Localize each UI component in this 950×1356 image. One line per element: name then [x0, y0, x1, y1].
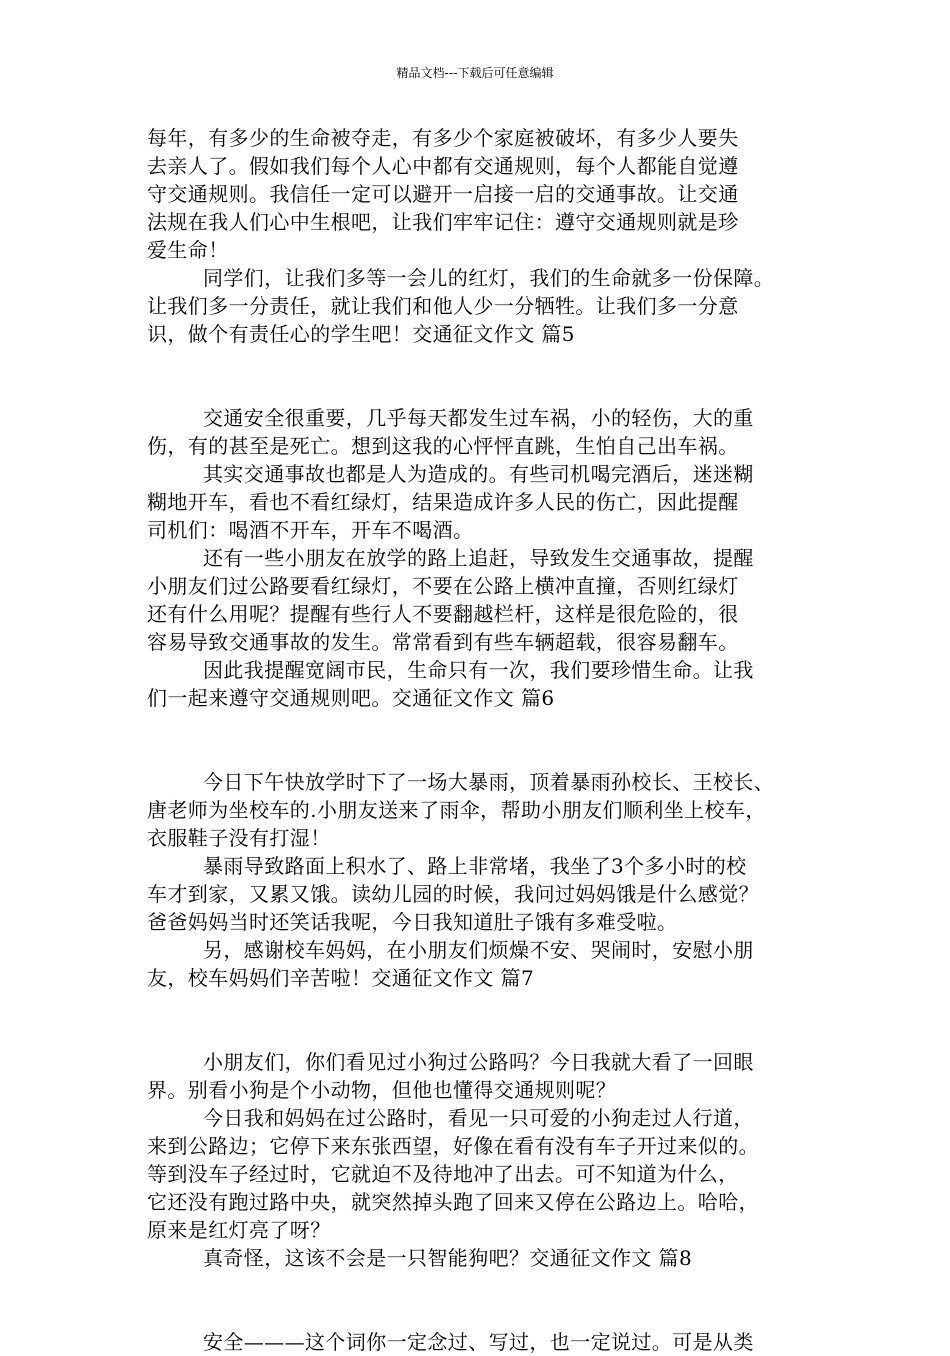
- text-line: 还有什么用呢？提醒有些行人不要翻越栏杆，这样是很危险的，很: [147, 602, 739, 626]
- text-line: 每年，有多少的生命被夺走，有多少个家庭被破坏，有多少人要失: [147, 126, 739, 150]
- paragraph-gap: [147, 992, 831, 1048]
- text-line: 法规在我人们心中生根吧，让我们牢牢记住：遵守交通规则就是珍: [147, 210, 739, 234]
- text-line: 小朋友们过公路要看红绿灯，不要在公路上横冲直撞，否则红绿灯: [147, 574, 739, 598]
- text-line: 爱生命！: [147, 238, 229, 262]
- text-line: 交通安全很重要，几乎每天都发生过车祸，小的轻伤，大的重: [203, 406, 754, 430]
- text-line: 司机们：喝酒不开车，开车不喝酒。: [147, 518, 474, 542]
- text-line: 还有一些小朋友在放学的路上追赶，导致发生交通事故，提醒: [203, 546, 754, 570]
- text-line: 同学们，让我们多等一会儿的红灯，我们的生命就多一份保障。: [203, 266, 775, 290]
- document-body: [147, 124, 831, 1356]
- text-line: 衣服鞋子没有打湿！: [147, 826, 331, 850]
- text-line: 唐老师为坐校车的.小朋友送来了雨伞，帮助小朋友们顺利坐上校车，: [147, 798, 766, 822]
- text-line: 友，校车妈妈们辛苦啦！交通征文作文 篇7: [147, 966, 535, 990]
- text-line: 今日下午快放学时下了一场大暴雨，顶着暴雨孙校长、王校长、: [203, 770, 775, 794]
- paragraph-gap: [147, 712, 831, 768]
- text-line: 让我们多一分责任，就让我们和他人少一分牺牲。让我们多一分意: [147, 294, 739, 318]
- page-header: 精品文档---下载后可任意编辑: [396, 66, 554, 80]
- text-line: 守交通规则。我信任一定可以避开一启接一启的交通事故。让交通: [147, 182, 739, 206]
- text-line: 容易导致交通事故的发生。常常看到有些车辆超载，很容易翻车。: [147, 630, 739, 654]
- text-line: 来到公路边；它停下来东张西望，好像在看有没有车子开过来似的。: [147, 1134, 759, 1158]
- text-line: 真奇怪，这该不会是一只智能狗吧？交通征文作文 篇8: [203, 1246, 693, 1270]
- text-line: 原来是红灯亮了呀？: [147, 1218, 331, 1242]
- text-line: 今日我和妈妈在过公路时，看见一只可爱的小狗走过人行道，: [203, 1106, 754, 1130]
- text-line: 小朋友们，你们看见过小狗过公路吗？今日我就大看了一回眼: [203, 1050, 754, 1074]
- text-line: 车才到家，又累又饿。读幼儿园的时候，我问过妈妈饿是什么感觉？: [147, 882, 759, 906]
- text-line: 去亲人了。假如我们每个人心中都有交通规则，每个人都能自觉遵: [147, 154, 739, 178]
- paragraph-gap: [147, 348, 831, 404]
- text-line: 界。别看小狗是个小动物，但他也懂得交通规则呢？: [147, 1078, 617, 1102]
- text-line: 爸爸妈妈当时还笑话我呢，今日我知道肚子饿有多难受啦。: [147, 910, 678, 934]
- text-line: 因此我提醒宽阔市民，生命只有一次，我们要珍惜生命。让我: [203, 658, 754, 682]
- text-line: 其实交通事故也都是人为造成的。有些司机喝完酒后，迷迷糊: [203, 462, 754, 486]
- text-line: 等到没车子经过时，它就迫不及待地冲了出去。可不知道为什么，: [147, 1162, 739, 1186]
- text-line: 识，做个有责任心的学生吧！交通征文作文 篇5: [147, 322, 575, 346]
- text-line: 另，感谢校车妈妈，在小朋友们烦燥不安、哭闹时，安慰小朋: [203, 938, 754, 962]
- text-line: 们一起来遵守交通规则吧。交通征文作文 篇6: [147, 686, 555, 710]
- text-line: 安全———这个词你一定念过、写过，也一定说过。可是从类: [203, 1330, 754, 1354]
- text-line: 糊地开车，看也不看红绿灯，结果造成许多人民的伤亡，因此提醒: [147, 490, 739, 514]
- paragraph-gap: [147, 1272, 831, 1328]
- text-line: 伤，有的甚至是死亡。想到这我的心怦怦直跳，生怕自己出车祸。: [147, 434, 739, 458]
- text-line: 它还没有跑过路中央，就突然掉头跑了回来又停在公路边上。哈哈，: [147, 1190, 759, 1214]
- text-line: 暴雨导致路面上积水了、路上非常堵，我坐了3个多小时的校: [203, 854, 747, 878]
